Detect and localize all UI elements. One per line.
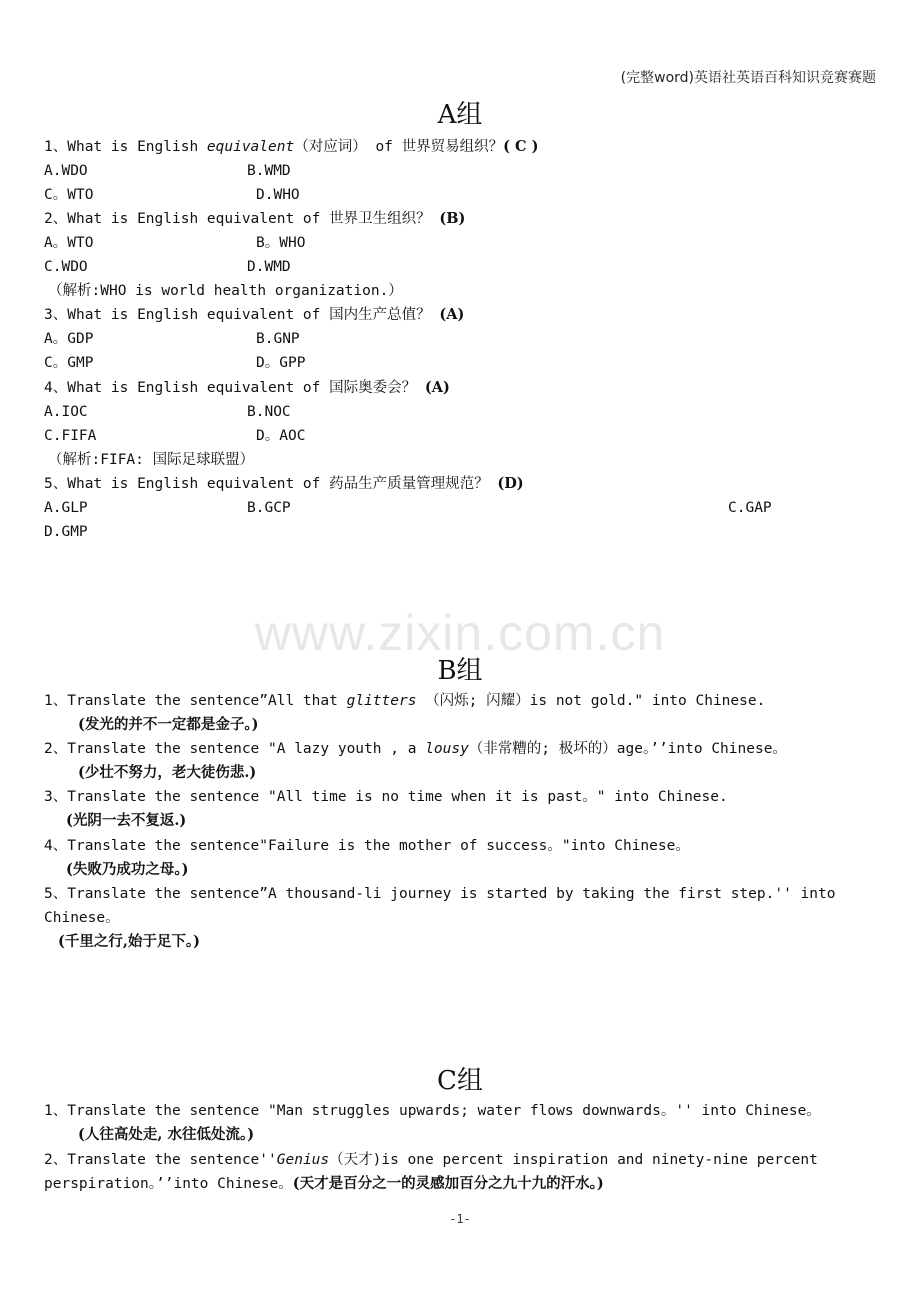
question-b5-cont: Chinese。 [44,910,120,926]
watermark: www.zixin.com.cn [254,605,666,661]
option-a5-b: B.GCP [247,500,291,516]
question-a5-answer: (D) [497,475,524,492]
option-a1-b: B.WMD [247,163,291,179]
option-a4-b: B.NOC [247,404,291,420]
option-a1-d: D.WHO [256,187,300,203]
option-a2-d: D.WMD [247,259,291,275]
question-b1 [44,689,765,713]
option-a4-d: D。AOC [256,428,306,444]
question-b4: 4、Translate the sentence"Failure is the mother of success。"into Chinese。 [44,838,690,854]
question-a2-note: （解析:WHO is world health organization.） [48,283,403,299]
question-b2 [44,737,787,761]
question-c2-cont [44,1172,604,1196]
question-c2-text: 2、Translate the sentence'' [44,1152,277,1168]
question-b2-term: lousy [425,741,469,757]
question-a1-text-end: （对应词） of 世界贸易组织？ [294,139,504,155]
question-a5 [44,472,524,496]
question-a2-text: 2、What is English equivalent of 世界卫生组织？ [44,211,431,227]
question-b3: 3、Translate the sentence "All time is no time when it is past。" into Chinese. [44,789,728,805]
question-a3-text: 3、What is English equivalent of 国内生产总值？ [44,307,431,323]
question-a1-text: 1、What is English [44,139,207,155]
option-a1-c: C。WTO [44,187,94,203]
question-a1-term: equivalent [206,139,295,155]
option-a3-d: D。GPP [256,355,306,371]
section-c-title: C组 [437,1066,483,1096]
answer-b3: (光阴一去不复返.) [66,812,187,829]
option-a2-c: C.WDO [44,259,88,275]
option-a2-a: A。WTO [44,235,94,251]
option-a3-a: A。GDP [44,331,94,347]
question-b1-text: 1、Translate the sentence”All that [44,693,347,709]
question-b2-text-end: （非常糟的; 极坏的）age。’’into Chinese。 [468,741,787,757]
option-a5-d: D.GMP [44,524,88,540]
answer-c2: (天才是百分之一的灵感加百分之九十九的汗水。) [292,1175,604,1192]
question-c2-text-end: （天才)is one percent inspiration and ninety-nine percent [329,1152,818,1168]
question-b1-text-end: （闪烁; 闪耀）is not gold." into Chinese. [416,693,766,709]
section-b-title: B组 [437,656,483,686]
answer-b4: (失败乃成功之母。) [66,861,189,878]
answer-b5: (千里之行,始于足下。) [58,933,201,950]
question-c2-term: Genius [276,1152,330,1168]
answer-b1: (发光的并不一定都是金子。) [78,716,259,733]
question-b5: 5、Translate the sentence”A thousand-li journey is started by taking the first step.'' into [44,886,836,902]
question-a3 [44,303,464,327]
question-a4-note: （解析:FIFA: 国际足球联盟） [48,452,255,468]
question-a2 [44,207,465,231]
option-a5-a: A.GLP [44,500,88,516]
question-a4 [44,376,450,400]
question-b1-term: glitters [346,693,417,709]
page-number: -1- [449,1212,471,1226]
option-a1-a: A.WDO [44,163,88,179]
option-a5-c: C.GAP [728,500,772,516]
question-a1 [44,135,539,159]
option-a4-c: C.FIFA [44,428,97,444]
option-a4-a: A.IOC [44,404,88,420]
question-a1-answer: ( C ) [503,138,539,155]
answer-c1: (人往高处走, 水往低处流。) [78,1126,255,1143]
page-header: (完整word)英语社英语百科知识竞赛赛题 [620,70,876,86]
question-a4-answer: (A) [424,379,450,396]
question-a2-answer: (B) [439,210,466,227]
question-a3-answer: (A) [439,306,465,323]
question-c1: 1、Translate the sentence "Man struggles upwards; water flows downwards。'' into Chinese。 [44,1103,821,1119]
option-a3-c: C。GMP [44,355,94,371]
question-a4-text: 4、What is English equivalent of 国际奥委会？ [44,380,417,396]
option-a3-b: B.GNP [256,331,300,347]
question-b2-text: 2、Translate the sentence "A lazy youth , a [44,741,426,757]
question-c2-text-cont: perspiration。’’into Chinese。 [44,1176,293,1192]
section-a-title: A组 [437,100,483,130]
question-a5-text: 5、What is English equivalent of 药品生产质量管理规范？ [44,476,489,492]
question-c2 [44,1148,818,1172]
answer-b2: (少壮不努力，老大徒伤悲.) [78,764,257,781]
option-a2-b: B。WHO [256,235,306,251]
